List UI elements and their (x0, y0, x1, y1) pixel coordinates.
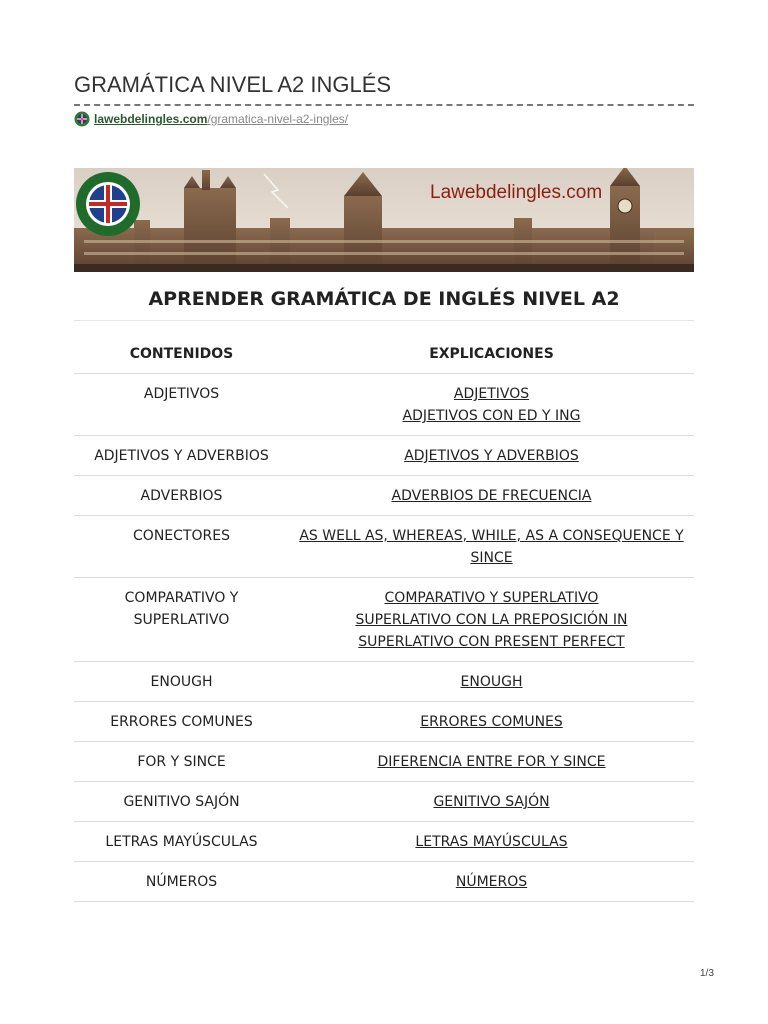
explanation-link[interactable]: GENITIVO SAJÓN (433, 794, 550, 810)
site-favicon-icon (74, 111, 90, 127)
topic-label: ENOUGH (150, 674, 213, 690)
table-row (74, 782, 694, 822)
source-link[interactable] (74, 111, 348, 127)
page-title: GRAMÁTICA NIVEL A2 INGLÉS (74, 72, 392, 97)
explanation-cell (289, 742, 694, 782)
table-row (74, 578, 694, 662)
topic-label: GENITIVO SAJÓN (123, 794, 240, 810)
topic-label: FOR Y SINCE (137, 754, 226, 770)
grammar-table (74, 335, 694, 902)
topic-cell (74, 662, 289, 702)
table-row (74, 822, 694, 862)
topic-cell (74, 516, 289, 578)
explanation-link[interactable]: ADJETIVOS CON ED Y ING (402, 408, 581, 424)
explanation-link[interactable]: SUPERLATIVO CON PRESENT PERFECT (358, 634, 625, 650)
lawebdelingles-logo-icon (76, 172, 140, 236)
banner-image (74, 168, 694, 272)
explanation-cell (289, 862, 694, 902)
topic-label: SUPERLATIVO (133, 612, 230, 628)
table-row (74, 436, 694, 476)
explanation-link[interactable]: ADJETIVOS (453, 386, 530, 402)
explanation-cell (289, 578, 694, 662)
topic-label: CONECTORES (133, 528, 230, 544)
source-path[interactable]: /gramatica-nivel-a2-ingles/ (207, 112, 349, 126)
topic-cell (74, 862, 289, 902)
explanation-link[interactable]: NÚMEROS (455, 874, 528, 890)
topic-label: COMPARATIVO Y (124, 590, 239, 606)
banner-site-name: Lawebdelingles.com (430, 182, 603, 203)
explanation-cell (289, 702, 694, 742)
topic-label: ERRORES COMUNES (110, 714, 253, 730)
topic-cell (74, 822, 289, 862)
table-row (74, 374, 694, 436)
explanation-link[interactable]: ENOUGH (460, 674, 523, 690)
table-row (74, 742, 694, 782)
section-heading: APRENDER GRAMÁTICA DE INGLÉS NIVEL A2 (148, 288, 620, 310)
topic-cell (74, 742, 289, 782)
explanation-link[interactable]: ADJETIVOS Y ADVERBIOS (404, 448, 579, 464)
explanation-cell (289, 476, 694, 516)
table-row (74, 662, 694, 702)
table-row (74, 702, 694, 742)
explanation-cell (289, 662, 694, 702)
explanation-cell (289, 516, 694, 578)
explanation-link[interactable]: ERRORES COMUNES (420, 714, 563, 730)
topic-label: LETRAS MAYÚSCULAS (105, 834, 258, 850)
explanation-link[interactable]: SINCE (470, 550, 513, 566)
topic-cell (74, 374, 289, 436)
page-number: 1/3 (700, 968, 714, 979)
topic-label: ADVERBIOS (140, 488, 223, 504)
topic-cell (74, 782, 289, 822)
topic-cell (74, 436, 289, 476)
topic-label: ADJETIVOS (143, 386, 220, 402)
explanation-link[interactable]: ADVERBIOS DE FRECUENCIA (391, 488, 592, 504)
explanation-cell (289, 782, 694, 822)
heading-divider (74, 320, 694, 321)
source-domain[interactable]: lawebdelingles.com (94, 112, 208, 126)
explanation-link[interactable]: COMPARATIVO Y SUPERLATIVO (384, 590, 599, 606)
column-header-contenidos: CONTENIDOS (74, 335, 289, 374)
topic-label: ADJETIVOS Y ADVERBIOS (94, 448, 269, 464)
explanation-link[interactable]: SUPERLATIVO CON LA PREPOSICIÓN IN (355, 612, 628, 628)
explanation-cell (289, 822, 694, 862)
column-header-explicaciones: EXPLICACIONES (289, 335, 694, 374)
explanation-cell (289, 374, 694, 436)
explanation-link[interactable]: LETRAS MAYÚSCULAS (415, 834, 568, 850)
table-header-row (74, 335, 694, 374)
topic-cell (74, 702, 289, 742)
title-divider (74, 104, 694, 106)
table-row (74, 516, 694, 578)
table-row (74, 862, 694, 902)
table-row (74, 476, 694, 516)
explanation-cell (289, 436, 694, 476)
topic-cell (74, 476, 289, 516)
topic-label: NÚMEROS (145, 874, 218, 890)
topic-cell (74, 578, 289, 662)
explanation-link[interactable]: DIFERENCIA ENTRE FOR Y SINCE (377, 754, 606, 770)
explanation-link[interactable]: AS WELL AS, WHEREAS, WHILE, AS A CONSEQUENCE Y (299, 528, 684, 544)
